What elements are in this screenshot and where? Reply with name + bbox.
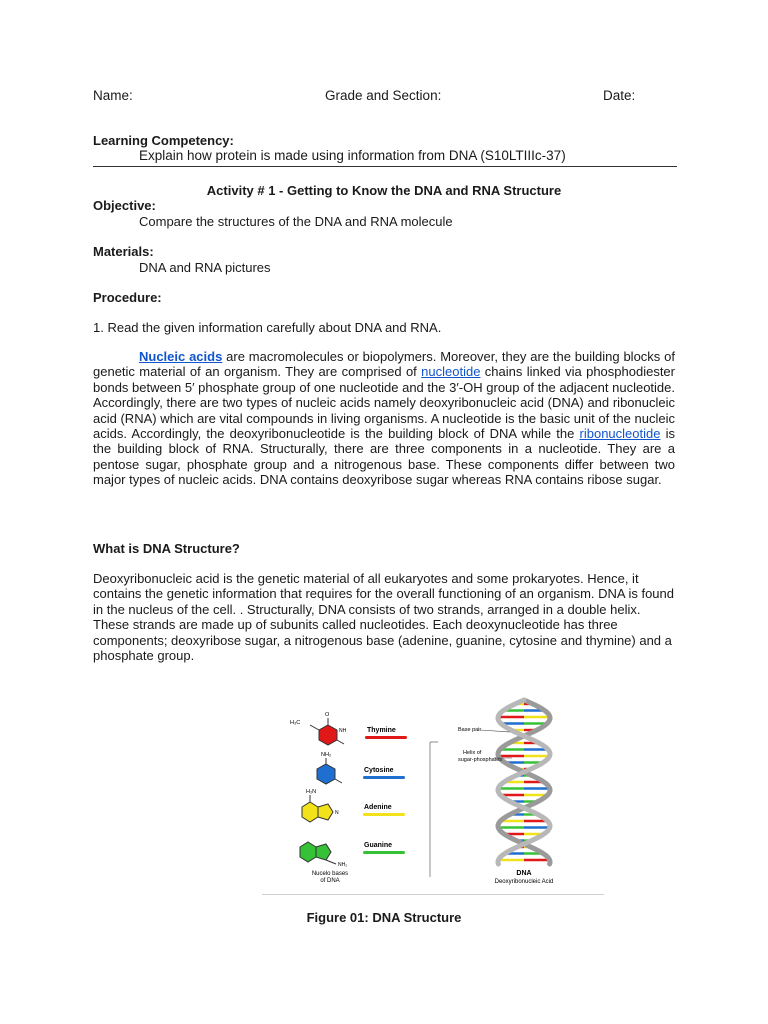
- adenine-label: Adenine: [364, 804, 392, 811]
- name-label: Name:: [93, 88, 133, 103]
- cytosine-molecule-icon: [317, 752, 342, 784]
- h2n-label: H₂N: [306, 789, 317, 795]
- materials-text: DNA and RNA pictures: [139, 260, 271, 275]
- figure-underline: [262, 894, 604, 895]
- nucleobases-caption-line1: Nucelo bases: [311, 871, 349, 877]
- dna-structure-heading: What is DNA Structure?: [93, 541, 240, 556]
- materials-heading: Materials:: [93, 244, 154, 259]
- dna-figure-title: DNA: [516, 870, 532, 877]
- adenine-bar: [363, 813, 405, 816]
- thymine-label: Thymine: [367, 727, 396, 734]
- dna-structure-figure: [262, 692, 604, 894]
- oxygen-label: O: [325, 712, 330, 718]
- cytosine-bar: [363, 776, 405, 779]
- paragraph-text-3: is the building block of RNA. Structurally, there are three components in a nucleotide. They are a pentose sugar, phosphate group and a nitrogenous base. These components differ between two major types of nucleic acids. DNA contains deoxyribose sugar whereas RNA contains ribose sugar.: [93, 426, 676, 488]
- guanine-label: Guanine: [364, 842, 393, 849]
- helix-label-line2: sugar-phosphates: [458, 757, 503, 763]
- nucleobases-caption-line2: of DNA: [320, 878, 340, 884]
- helix-label-line1: Helix of: [463, 750, 482, 756]
- thymine-molecule-icon: [290, 712, 347, 745]
- adenine-molecule-icon: [302, 789, 339, 822]
- dna-double-helix: [498, 700, 550, 864]
- nucleotide-link[interactable]: nucleotide: [421, 364, 481, 380]
- nh2-label: NH₂: [321, 752, 332, 758]
- competency-heading: Learning Competency:: [93, 133, 234, 148]
- competency-text: Explain how protein is made using information from DNA (S10LTIIIc-37): [139, 148, 566, 163]
- objective-heading: Objective:: [93, 198, 156, 213]
- nh-label: NH: [339, 728, 347, 734]
- nucleic-acids-paragraph: [93, 349, 675, 488]
- paragraph-text-1: are macromolecules or biopolymers. Moreover, they are the building blocks of genetic material of an organism. They are comprised of: [93, 349, 675, 380]
- base-pair-label: Base pair: [458, 727, 482, 733]
- guanine-bar: [363, 851, 405, 854]
- dna-figure-subtitle: Deoxyribonucleic Acid: [494, 879, 554, 885]
- base-legend: [363, 727, 407, 854]
- guanine-nh2-label: NH₂: [338, 862, 348, 868]
- grade-section-label: Grade and Section:: [325, 88, 442, 103]
- dna-structure-paragraph: Deoxyribonucleic acid is the genetic material of all eukaryotes and some prokaryotes. Hence, it contains the genetic information that requires for the overall functioning of an organism. DNA is found in the nucleus of the cell. . Structurally, DNA consists of two strands, arranged in a double helix. These strands are made up of subunits called nucleotides. Each deoxynucleotide has three components; deoxyribose sugar, a nitrogenous base (adenine, guanine, cytosine and thymine) and a phosphate group.: [93, 571, 674, 664]
- ribonucleotide-link[interactable]: ribonucleotide: [579, 426, 661, 442]
- date-label: Date:: [603, 88, 636, 103]
- activity-title: Activity # 1 - Getting to Know the DNA and RNA Structure: [206, 183, 562, 198]
- thymine-bar: [365, 736, 407, 739]
- nitrogen-label: N: [335, 810, 339, 816]
- cytosine-label: Cytosine: [364, 767, 394, 774]
- figure-caption: Figure 01: DNA Structure: [306, 910, 462, 925]
- procedure-step-1: 1. Read the given information carefully about DNA and RNA.: [93, 320, 442, 335]
- paragraph-text-2: chains linked via phosphodiester bonds between 5′ phosphate group of one nucleotide and the 3′-OH group of the adjacent nucleotide. Accordingly, there are two types of nucleic acids namely deoxyribonucleic acid (DNA) and ribonucleic acid (RNA) which are vital compounds in living organisms. A nucleotide is the basic unit of the nucleic acids. Accordingly, the deoxyribonucleotide is the building block of DNA while the: [93, 364, 675, 442]
- procedure-heading: Procedure:: [93, 290, 162, 305]
- h3c-label: H₃C: [290, 720, 301, 726]
- base-pair-pointer: [480, 730, 510, 732]
- guanine-molecule-icon: [300, 842, 347, 868]
- objective-text: Compare the structures of the DNA and RNA molecule: [139, 214, 453, 229]
- divider-rule: [93, 166, 677, 167]
- nucleic-acids-link[interactable]: Nucleic acids: [139, 349, 223, 364]
